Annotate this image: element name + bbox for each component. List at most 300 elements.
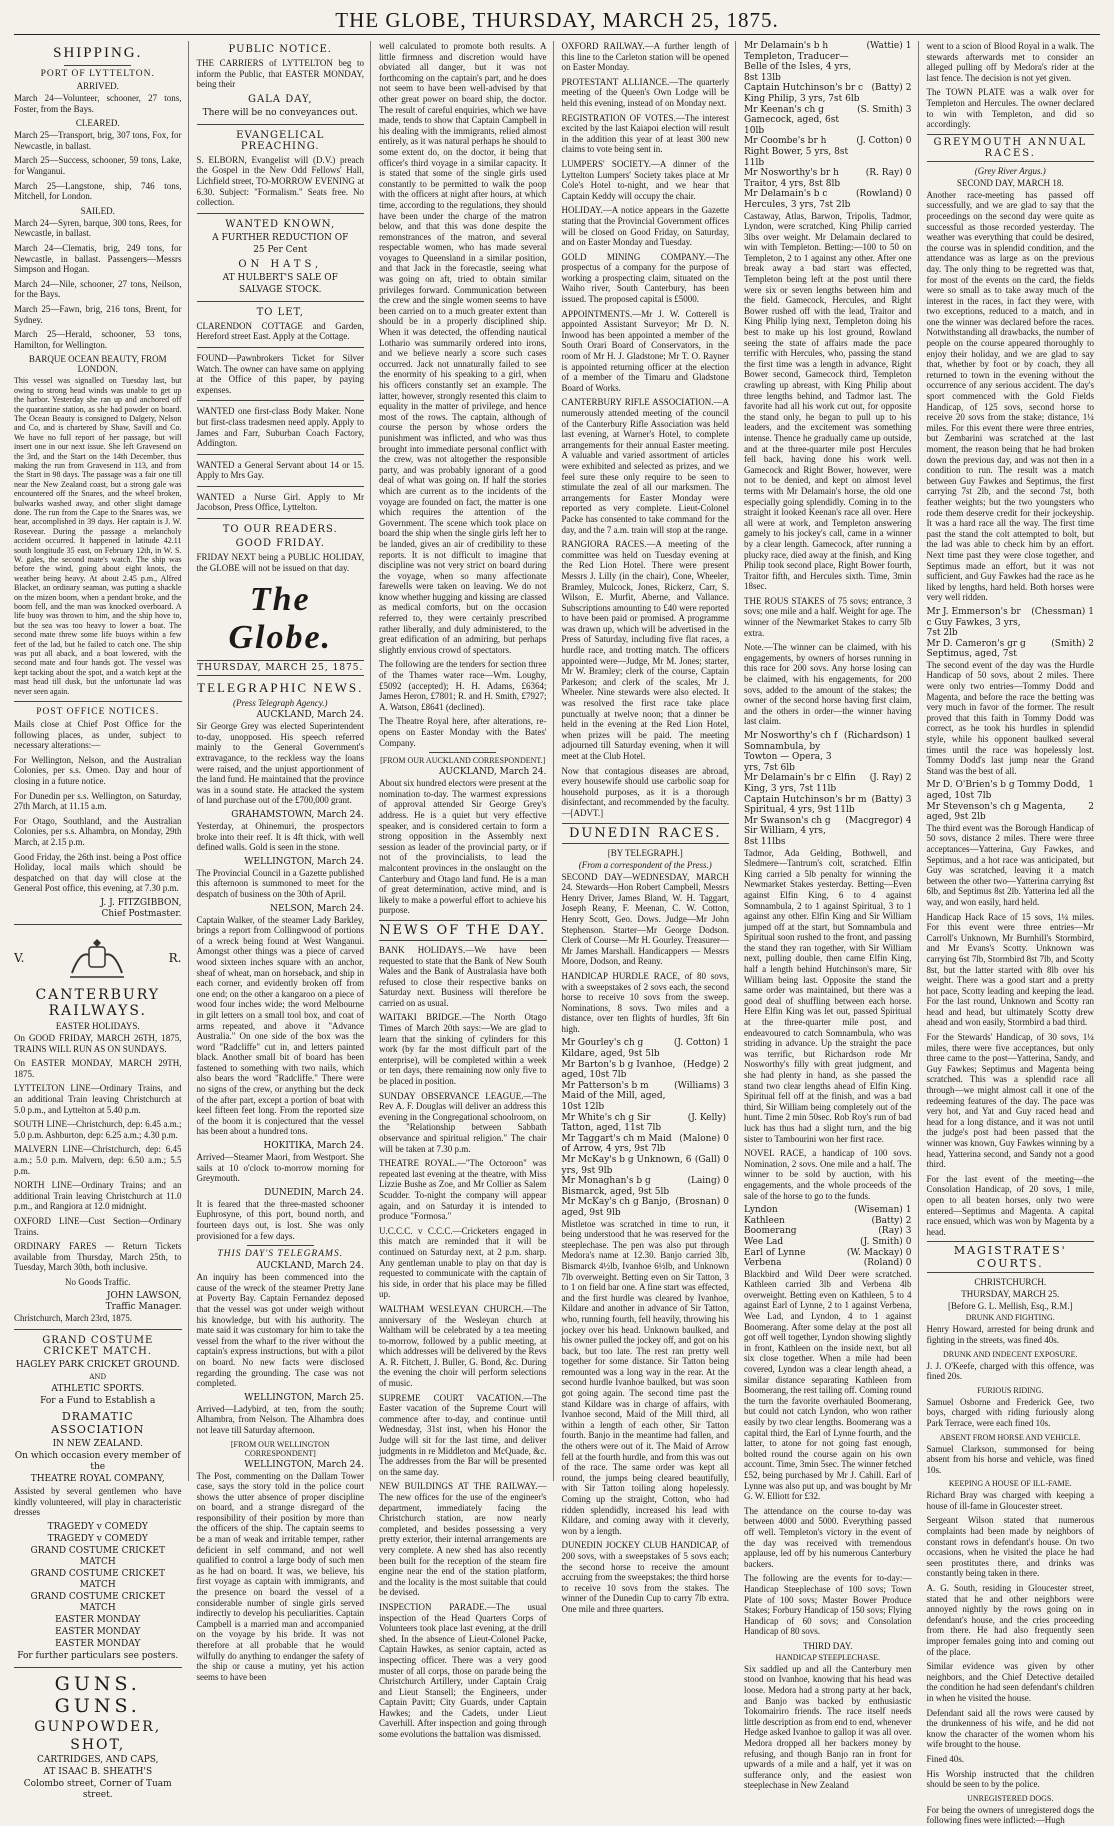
gala-day: GALA DAY,	[247, 93, 313, 105]
entry-horse: Mr J. Emmerson's br c Guy Fawkes, 3 yrs, 7st 2lb	[926, 606, 1021, 639]
entry-rider: (Rowland)	[856, 189, 903, 200]
railways-text: No Goods Traffic.	[64, 1276, 131, 1287]
auck-dateline: AUCKLAND, March 24.	[438, 767, 547, 778]
entry-place: 3	[905, 1226, 912, 1237]
race-entry	[744, 1248, 912, 1259]
article-paragraph: The following are the tenders for section three of the Thames water race—Wm. Loughy, £5092 (accepted); H. H. Adams, £6364; James Heron, £7801; R. and H. Smith, £7927; A. Watson, £8641 (declined).	[379, 659, 547, 712]
repeat-line: EASTER MONDAY	[55, 1614, 141, 1625]
race-paragraph: HANDICAP HURDLE RACE, of 80 sovs, with a sweepstakes of 2 sovs each, the second horse to receive 10 sovs from the sweep. Nominations, 8 sovs. Two miles and a distance, over ten flights of hurdles, 3ft 6in high.	[561, 970, 729, 1034]
race-paragraph: Blackbird and Wild Deer were scratched. Kathleen carried 3lb and Verbena 4lb overweight. Betting even on Kathleen, 5 to 4 against Earl of Lynne, 2 to 1 against Verbena, Wee Lad, and Lyndon, 4 to 1 against Boomerang. After some delay at the post all got off well together, Lyndon showing slightly in front, Kathleen on the inside next, but all six close together. When a mile had been covered, Lyndon was a clear length ahead, a similar distance separating Kathleen from Boomerang, the rest tailing off. Coming round the turn the favorite overhauled Boomerang, but could not catch Lyndon, who won rather easily by two clear lengths. Boomerang was a capital third, the Earl of Lynne fourth, and the latter, to atone for not going fast enough, bolted round the course again on his own account. Time, 3min 5sec. The winner fetched £52, being purchased by Mr J. Cahill. Earl of Lynne was also put up, and was bought by Mr G. W. Elliott for £32.	[744, 1268, 912, 1502]
race-entry	[927, 639, 1095, 660]
found-text: FOUND—Pawnbrokers Ticket for Silver Watch. The owner can have same on applying at the Office of this paper, by paying expenses.	[196, 352, 364, 395]
entry-horse: Mr White's ch g Sir Tatton, aged, 11st 7lb	[561, 1112, 662, 1134]
railways-date: Christchurch, March 23rd, 1875.	[14, 1313, 132, 1324]
repeat-line: EASTER MONDAY	[55, 1638, 141, 1649]
race-entry	[562, 1060, 730, 1081]
colombo-line: Colombo street, Corner of Tuam street.	[23, 1778, 172, 1800]
race-paragraph: The following are the events for to-day:—Handicap Steeplechase of 100 sovs; Town Plate of 100 sovs; Master Bower Produce Stakes; Forbury Handicap of 150 sovs; Flying Handicap of 60 sovs; and Consolation Handicap of 80 sovs.	[744, 1573, 912, 1637]
race-paragraph: Mistletoe was scratched in time to run, it being understood that he was reserved for the steeplechase. The pen was also put through Medora's name at 12.30. Banjo carried 3lb, Bismarck 4½lb, Ivanhoe 6½lb, and Unknown 7lb overweight. Betting even on Sir Tatton, 3 to 1 on field bar one. A fine start was effected, and the first hurdle was cleared by Ivanhoe, Kildare and another in advance of Sir Tatton, who, running fourth, fell heavily, throwing his jockey over his head. Unknown baulked, and his owner pulled the jockey off, and got on his back, but too late. The rest ran pretty well together for some distance. Sir Tatton being remounted was a long way in the rear. At the second hurdle Ivanhoe baulked, but was soon got going again. The second time past the stand Kildare was in charge of affairs, with Ivanhoe second, Maid of the Mill third, all within a length of each other, Sir Tatton fourth. Banjo in the meantime had fallen, and the others were out of it. The Maid of Arrow fell at the fourth hurdle, and from this was out of the race. The same order was kept all round, the jumps being cleared beautifully, with Sir Tatton toiling along hopelessly. Coming up the straight, Cotton, who had ridden splendidly, increased his lead with Kildare, and coming away with it cleverly, won by a length.	[561, 1218, 729, 1536]
athletic-line: ATHLETIC SPORTS.	[51, 1384, 145, 1395]
entry-rider: (Ray)	[878, 1226, 903, 1237]
arrived-label: ARRIVED.	[76, 81, 119, 91]
fund-line: For a Fund to Establish a	[40, 1396, 156, 1407]
hagley-line: HAGLEY PARK CRICKET GROUND.	[15, 1360, 180, 1371]
arms-left-letter: V.	[14, 951, 25, 965]
race-paragraph: For the last event of the meeting—the Consolation Handicap, of 20 sovs, 1 mile, open to all beaten horses, only two were entered—Septimus and Magenta. A capital race ensued, which was won by Magenta by a head.	[926, 1173, 1094, 1237]
divider	[197, 301, 365, 302]
post-office-text: For Wellington, Nelson, and the Australian Colonies, per s.s. Omeo. Day and hour of closing in a future notice.	[14, 754, 182, 787]
divider	[14, 1329, 182, 1330]
on-hats: ON HATS,	[238, 258, 323, 270]
race-entry	[562, 1113, 730, 1134]
entry-place: 3	[905, 104, 912, 115]
arrived-entry: March 24—Volunteer, schooner, 27 tons, Foster, from the Bays.	[14, 93, 182, 114]
repeat-line: GRAND COSTUME CRICKET MATCH	[30, 1568, 165, 1590]
race-entry	[744, 1237, 912, 1248]
entry-horse: Mr McKay's b g Unknown, 6 yrs, 9st 9lb	[561, 1155, 692, 1176]
repeat-line: GRAND COSTUME CRICKET MATCH	[30, 1545, 165, 1567]
race-paragraph: SECOND DAY—WEDNESDAY, MARCH 24. Stewards—Hon Robert Campbell, Messrs Henry Driver, James Bland, W. H. Taggart, Joseph Reany, F. Meenan, C. W. Cotton, Henry Scott, Geo. Dows. Judge—Mr John Stephenson. Starter—Mr George Dodson. Clerk of Course—Mr H. Gourley. Treasurer—Mr James Marshall. Handicappers — Messrs Moore, Dodson, and Reany.	[561, 871, 729, 967]
assisted-text: Assisted by several gentlemen who have kindly volunteered, will play in characteristic dresses	[14, 1486, 182, 1518]
entry-rider: (Wiseman)	[854, 1205, 903, 1216]
entry-rider: (Hedge)	[683, 1059, 721, 1070]
news-paragraph: WALTHAM WESLEYAN CHURCH.—The anniversary of the Wesleyan church at Waltham will be celebrated by a tea meeting to-morrow, followed by a public meeting, at which addresses will be delivered by the Revs A. R. Fitchett, J. Buller, G. Bond, &c. During the evening the choir will perform selections of music.	[379, 1303, 547, 1389]
magistrates-heading: MAGISTRATES' COURTS.	[927, 1241, 1095, 1273]
race-paragraph: Tadmor, Ada Gelding, Bothwell, and Sledmere—Tantrum's colt, scratched. Elfin King carried a 5lb penalty for winning the Newmarket Stakes yesterday. Betting—Even against Elfin King, 6 to 4 against Somnambula, 2 to 1 against Spiritual, 3 to 1 against any other. Elfin King and Sir William jumped off at the start, but Somnambula and Spiritual soon rushed to the front, and passing the stand they ran together, with Sir William next, pulling double, then came Elfin King, half a length behind Hutchinson's mare, Sir William being last. Opposite the stand the same order was maintained, but there was a good deal of shuffling between each horse. Here Elfin King was let out, passed Spiritual at the three-quarter mile post, and endeavoured to catch Somnambula, who was striding in advance. Up the straight the pace was terrific, but Richardson rode Mr Nosworthy's filly with great judgment, and she had plenty in hand, as she passed the stand two clear lengths ahead of Elfin King. Spiritual fell off at the finish, and was a bad third, Sir William being completely out of the hunt. Time 2 min 50sec. Rob Roy's run of bad luck has thus had a slight turn, and the big sister to Tambourini won her first race.	[744, 847, 912, 1144]
divider	[429, 752, 496, 753]
race-entry	[562, 1081, 730, 1113]
column-5	[744, 41, 919, 1791]
greymouth-heading: GREYMOUTH ANNUAL RACES.	[927, 134, 1095, 162]
entry-horse: Boomerang	[744, 1226, 797, 1237]
entry-rider: (J. Kelly)	[687, 1112, 726, 1123]
cleared-label: CLEARED.	[75, 118, 120, 129]
dramatic-line: DRAMATIC ASSOCIATION	[51, 1410, 145, 1437]
entry-horse: Mr Delamain's br c Elfin King, 3 yrs, 7st 11lb	[744, 773, 856, 794]
clarendon-text: CLARENDON COTTAGE and Garden, Hereford street East. Apply at the Cottage.	[196, 320, 364, 342]
case-heading: FURIOUS RIDING.	[977, 1385, 1044, 1395]
auckland-corr: [FROM OUR AUCKLAND CORRESPONDENT.]	[380, 756, 546, 766]
entry-horse: Mr D. O'Brien's b g Tommy Dodd, aged, 10st 7lb	[926, 780, 1081, 801]
news-paragraph: Now that contagious diseases are abroad, every housewife should use carbolic soap for household purposes, as it is a thorough disinfectant, and recommended by the faculty.—[ADVT.]	[561, 765, 729, 818]
entry-horse: Kathleen	[744, 1215, 785, 1226]
press-agency: (Press Telegraph Agency.)	[233, 698, 328, 709]
case-text: Fined 40s.	[926, 1753, 965, 1764]
entry-rider: (R. Ray)	[865, 168, 903, 179]
race-paragraph: Handicap Hack Race of 15 sovs, 1¼ miles. For this event were three entries—Mr Carroll's Unknown, Mr Burnhill's Stormbird, and Mr Evans's Scotty. Unknown was carrying 6st 7lb, Stormbird 8st 7lb, and Scotty 8st, but the latter started with 8lb over his weight. There was a good start and a pretty hot pace, Scotty leading and keeping the lead. For the last round, Unknown and Scotty ran head and head, but ultimately Scotty drew ahead and won easily, Stormbird a bad third.	[926, 911, 1094, 1028]
race-entry	[927, 780, 1095, 801]
entry-place: 1	[905, 731, 912, 741]
theatre-line: THEATRE ROYAL COMPANY,	[30, 1474, 165, 1485]
easter-holidays-heading: EASTER HOLIDAYS.	[55, 1021, 140, 1031]
entry-rider: (Laing)	[687, 1176, 721, 1187]
race-paragraph: Castaway, Atlas, Barwon, Tripolis, Tadmor, Lyndon, were scratched, King Philip carried 3lbs over weight. Mr Delamain declared to win with Templeton. Betting:—100 to 50 on Templeton, 2 to 1 against any other. After one break away a bad start was effected, Templeton being left at the post until there were six or seven lengths between him and the field. Gamecock, Hercules, and Right Bower rushed off with the lead, Traitor and King Philip lying next, Templeton doing his best to make up his lost ground, Rowland seeing the state of affairs made the pace terrific with Hercules, who, passing the stand the first time was a length in advance, Right Bower second, Gamecock third, Templeton crawling up abreast, with King Philip about three lengths behind, and Tadmor last. The favorite had all his work cut out, for opposite the stand only, he began to pull up to his leaders, and the excitement was something intense. Thence he gradually came up outside, and at the three-quarter mile post Hercules fell back, having done his work well. Gamecock and Right Bower, however, were not to be denied, and kept on almost level terms with Mr Delamain's horse, the old one especially going splendidly. Coming in to the straight it looked Keenan's race all over. Here all were at work, and Templeton answering gamely to his jockey's call, came in a winner by a clear length. Gamecock, after running a plucky race, died away at the finish, and King Philip took second place, Right Bower fourth, Traitor fifth, and Hercules sixth. Time, 3min 18sec.	[744, 210, 912, 592]
railways-text: LYTTELTON LINE—Ordinary Trains, and an additional Train leaving Christchurch at 5.0 p.m., and Lyttelton at 5.40 p.m.	[14, 1083, 182, 1115]
tele-dateline: WELLINGTON, March 24.	[244, 856, 364, 867]
entry-horse: Captain Hutchinson's br c King Philip, 3 yrs, 7st 6lb	[744, 83, 864, 104]
tele-dateline: AUCKLAND, March 24.	[256, 710, 364, 721]
news-paragraph: HOLIDAY.—A notice appears in the Gazette stating that the Provincial Government offices will be closed on Good Friday, on Saturday, and on Easter Monday and Tuesday.	[561, 205, 729, 248]
entry-horse: Mr Patterson's b m Maid of the Mill, aged, 10st 12lb	[561, 1080, 666, 1113]
entry-rider: (J. Smith)	[860, 1236, 903, 1247]
public-notice-heading: PUBLIC NOTICE.	[228, 44, 332, 55]
sailed-label: SAILED.	[80, 205, 115, 216]
entry-place: 1	[723, 1038, 729, 1049]
entry-horse: Mr Nosworthy's br h Traitor, 4 yrs, 8st 8lb	[744, 168, 841, 189]
entry-horse: Mr Keenan's ch g Gamecock, aged, 6st 10lb	[744, 104, 839, 136]
divider	[14, 924, 182, 925]
race-entry	[744, 795, 912, 816]
cleared-entry: March 25—Langstone, ship, 746 tons, Mitchell, for London.	[14, 180, 182, 202]
third-day-heading: THIRD DAY.	[802, 1640, 853, 1651]
news-of-day-heading: NEWS OF THE DAY.	[379, 920, 547, 941]
entry-rider: (Roland)	[863, 1258, 903, 1269]
race-entry	[744, 168, 912, 189]
court-date: THURSDAY, MARCH 25.	[961, 1289, 1060, 1300]
entry-horse: Lyndon	[744, 1205, 778, 1216]
repeat-line: TRAGEDY v COMEDY	[47, 1533, 148, 1544]
entry-rider: (J. Ray)	[869, 773, 903, 784]
entry-rider: (S. Smith)	[857, 104, 903, 115]
entry-place: 0	[723, 1197, 729, 1208]
divider	[197, 213, 365, 214]
case-text: Sergeant Wilson stated that numerous complaints had been made by neighbors of constant rows in defendant's house. On two occasions, when he visited the place he had seen prostitutes there, and drinks was constantly being taken in there.	[926, 1515, 1094, 1579]
entry-place: 3	[905, 794, 912, 805]
news-paragraph: GOLD MINING COMPANY.—The prospectus of a company for the purpose of working a prospecting claim, situated on the Waiho river, South Canterbury, has been issued. The proposed capital is £5000.	[561, 251, 729, 305]
news-paragraph: REGISTRATION OF VOTES.—The interest excited by the last Kaiapoi election will result in the addition this year of at least 300 new claims to vote being sent in.	[561, 112, 729, 155]
entry-place: 1	[1088, 780, 1094, 791]
dunedin-races-heading: DUNEDIN RACES.	[562, 823, 730, 844]
entry-rider: (Gall)	[694, 1155, 721, 1165]
columns	[14, 41, 1100, 1826]
cleared-entry: March 25—Success, schooner, 59 tons, Lake, for Wanganui.	[14, 155, 182, 176]
auck-paragraph: About six hundred electors were present at the nomination to-day. The warmest expressions of approval attended Sir George Grey's address. He is a quiet but very effective speaker, and is considered certain to form a strong opposition in the Assembly next session as leader of the provincial party, or if not of the provincialists, to lead the malcontent provinces in the onslaught on the Canterbury and Otago land fund. He is a man of great determination, active mind, and is likely to make a powerful effort to achieve his purpose.	[379, 778, 547, 916]
column-4	[561, 41, 737, 1614]
news-paragraph: APPOINTMENTS.—Mr J. W. Cotterell is appointed Assistant Surveyor; Mr D. N. Inwood has been appointed a member of the South Orari Board of Conservators, in the room of Mr H. J. Gladstone; Mr T. O. Rayner is appointed returning officer at the election of a member of the Timaru and Gladstone Board of Works.	[561, 308, 729, 393]
entry-horse: Earl of Lynne	[744, 1247, 806, 1258]
entry-horse: Mr Barton's b g Ivanhoe, aged, 10st 7lb	[561, 1059, 676, 1081]
race-entry	[927, 607, 1095, 639]
railways-signature: JOHN LAWSON,	[106, 1291, 182, 1302]
race-entry	[744, 105, 912, 137]
case-text: Samuel Clarkson, summonsed for being absent from his horse and vehicle, was fined 10s.	[926, 1443, 1094, 1475]
entry-horse: Mr Stevenson's ch g Magenta, aged, 9st 2lb	[926, 801, 1066, 823]
wanted-known-heading: WANTED KNOWN,	[225, 218, 336, 230]
race-entry	[562, 1197, 730, 1218]
divider	[197, 454, 365, 455]
race-entry	[562, 1176, 730, 1197]
entry-place: 0	[905, 168, 912, 179]
barque-article: This vessel was signalled on Tuesday last, but owing to strong head winds was unable to get up the harbor. Yesterday she ran up and anchored off the quarantine station, as she had powder on board. The Ocean Beauty is consigned to Dalgety, Nelson and Co, and is chartered by Shaw, Savill and Co. We have no full report of her passage, but will insert one in our next issue. She left Gravesend on the 3rd, and the Start on the 14th December, thus making the run from Gravesend in 113, and from the Start in 98 days. The passage was a fair one till near the New Zealand coast, but a strong gale was encountered off the Snares, and the wheel broken, bulwarks washed away, and other slight damage done. The run from the Cape to the Snares was, we hear, accomplished in 39 days. Her captain is J. W. Rosevear. During the passage a melancholy accident occurred. It happened in latitude 42.11 south longitude 35 east, on February 12th, in W. S. W. gales, the second mate's watch. The ship was before the wind, going about eight knots, the weather being heavy. At about 2.45 p.m., Alfred Blacket, an ordinary seaman, was putting a shackle on the mizen boom, when a pendant broke, and the boom fell, and the man was knocked overboard. A life buoy was thrown to him, and the ship hove to, but the sea was too heavy to lower a boat. The second mate threw some life buoys within a few feet of the lad, but he failed to catch one. The ship was put all aback, and a boat lowered, with the second mate and four hands got. The vessel was kept tacking about the spot, and a watch kept at the mast head till dusk, but the unfortunate lad was never seen again.	[14, 376, 182, 696]
entry-place: 2	[905, 1215, 912, 1226]
tele-paragraph: It is feared that the three-masted schooner Euphrosyne, of this port, bound north, and fourteen days out, is lost. She was only provisioned for a few days.	[196, 1198, 364, 1241]
entry-place: 0	[905, 1236, 912, 1247]
entry-rider: (W. Mackay)	[846, 1247, 903, 1258]
article-paragraph: well calculated to promote both results. A little firmness and discretion would have obviated all danger, but it was not forthcoming on the captain's part, and he does not seem to have been well-advised by that other great power on board ship, the doctor. The result of careful enquiries, which we have made, tends to show that Captain Campbell in his dealing with the immigrants, relied almost entirely, as it was natural perhaps he should to some extent do, on the doctor, it being that officer's third voyage in a similar capacity. It is stated that some of the single girls used constantly to be permitted to walk the poop with the officers at night after hours, at which time, according to the regulations, they should have been under the charge of the matron below, and that this was done despite the remonstrances of the matron, and several respectable women, who has made several voyages to Queensland in a similar position, and that Jack in the forecastle, seeing what was going on aft, tried to obtain similar privileges forward. Communication between the crew and the single women seems to have been carried on to a much greater extent than should be in a properly disciplined ship. When it was detected, the offending nautical Lothario was summarily ordered into irons, and we believe nearly a score such cases occurred. Jack not unnaturally failed to see the enormity of his speaking to a girl, when his officers constantly set an example. The latter, however, strongly resented this claim to equality in the matter of privilege, and hence most of the rows. The captain, although of course the person by whose orders the punishment was inflicted, and who was thus brought into immediate personal conflict with the crew, was not altogether the responsible party, and was probably ignorant of a good deal of what was going on. If half the stories which are current as to the incidents of the voyage are founded on fact, the matter is one which requires the attention of the Government. The scene which took place on board the ship when the single girls left her to be landed, gives an air of credibility to these reports. It is not difficult to imagine that discipline was not very strict on board during the voyage, when so many affectionate farewells were taken on leaving. We do not know whether hugging and kissing are classed as medical comforts, but on the occasion referred to, they were certainly prescribed rather liberally, and duly administered, to the great edification of an admiring, but perhaps slightly envious crowd of spectators.	[379, 41, 547, 655]
grey-river-source: (Grey River Argus.)	[974, 165, 1046, 176]
entry-place: 2	[905, 83, 912, 94]
entry-rider: (Williams)	[674, 1080, 721, 1091]
sailed-entry: March 25—Fawn, brig, 216 tons, Brent, for Sydney.	[14, 303, 182, 325]
news-paragraph: NEW BUILDINGS AT THE RAILWAY.—The new offices for the use of the engineer's department, immediately facing the Christchurch station, are now nearly completed, and besides possessing a very pretty exterior, their internal arrangements are very complete. A new shed has also recently been built for the reception of the steam fire engine near the end of the station platform, and the locality is the most suitable that could be devised.	[379, 1481, 547, 1598]
jockey-club-entries-list	[744, 41, 912, 211]
christchurch-heading: CHRISTCHURCH.	[974, 1277, 1047, 1288]
hurdle-entries-list	[562, 1038, 730, 1218]
news-paragraph: RANGIORA RACES.—A meeting of the committee was held on Tuesday evening at the Red Lion Hotel. There were present Messrs J. Lilly (in the chair), Cone, Wheeler, Bramley, Mulcock, Jones, Rickerz, Carr, S. Wilson, E. Murfit, Aberne, and Vallance. Subscriptions amounting to £40 were reported to have been paid or promised. A programme was drawn up, which will be advertised in the Press of Saturday, including five flat races, a hurdle race, and trotting match. The officers appointed were—Judge, Mr M. Jones; starter, Mr W. Bramley; clerk of the course, Captain Parkeson; and clerk of the scales, Mr J. Wheeler. Nine stewards were also elected. It was resolved the first race take place punctually at twelve noon; that a dinner be held in the evening at the Red Lion Hotel, when prizes will be paid. The meeting adjourned till Saturday evening, when it will meet at the Club Hotel.	[561, 539, 729, 761]
sheath-line: AT ISAAC B. SHEATH'S	[43, 1766, 153, 1777]
sailed-entry: March 25—Herald, schooner, 53 tons, Hamilton, for Wellington.	[14, 329, 182, 350]
entry-place: 0	[723, 1133, 729, 1144]
friday-text: FRIDAY NEXT being a PUBLIC HOLIDAY, the GLOBE will not be issued on that day.	[196, 552, 364, 573]
news-paragraph: BANK HOLIDAYS.—We have been requested to state that the Bank of New South Wales and the Bank of Australasia have both refused to close their respective banks on Saturday next. Business will therefore be carried on as usual.	[379, 944, 547, 1008]
column-6	[926, 41, 1101, 1826]
case-text: Henry Howard, arrested for being drunk and fighting in the streets, was fined 40s.	[926, 1324, 1094, 1345]
race-entry	[744, 731, 912, 773]
case-heading: DRUNK AND FIGHTING.	[965, 1313, 1055, 1323]
novel-entries-list	[744, 1205, 912, 1269]
case-heading: ABSENT FROM HORSE AND VEHICLE.	[939, 1432, 1081, 1442]
tele-paragraph: The Post, commenting on the Dallam Tower case, says the story told in the police court shows the utter absence of proper discipline on board, and a strange disregard of the responsibility of their position by more than the officers of the ship. The captain seems to be a man of weak and irritable temper, rather deficient in self command, and not well qualified to control a large body of such men as he had on board. It was, we believe, his first voyage as captain with immigrants, and the presence on board the vessel of a considerable number of single girls served indirectly to develop his peculiarities. Captain Campbell is a married man and accompanied on the voyage by his bride. It was not therefore at all probable that he would wilfully do anything to endanger the safety of the ship or cause a mutiny, yet his action seems to have been	[196, 1470, 364, 1682]
post-office-text: For Otago, Southland, and the Australian Colonies, per s.s. Alhambra, on Monday, 29th March, at 2.15 p.m.	[14, 815, 182, 848]
article-paragraph: The Theatre Royal here, after alterations, re-opens on Easter Monday with the Bates' Company.	[379, 716, 547, 748]
no-conveyances: There will be no conveyances out.	[202, 107, 358, 118]
entry-horse: Mr Monaghan's b g Bismarck, aged, 9st 5lb	[561, 1176, 670, 1197]
sailed-entry: March 24—Nile, schooner, 27 tons, Neilson, for the Bays.	[14, 278, 182, 300]
tele-dateline: GRAHAMSTOWN, March 24.	[231, 810, 364, 820]
entry-horse: Verbena	[744, 1258, 782, 1269]
entry-place: 1	[1088, 606, 1094, 617]
divider	[14, 1667, 182, 1668]
race-entry	[744, 1216, 912, 1227]
race-paragraph: went to a scion of Blood Royal in a walk. The stewards afterwards met to consider an alleged pulling off by Medora's rider at the last fence. The decision is not yet given.	[926, 41, 1094, 83]
entry-rider: (Malone)	[679, 1133, 721, 1144]
and-line: AND	[89, 1373, 107, 1382]
post-office-text: Mails close at Chief Post Office for the following places, as under, subject to necessary alterations:—	[14, 719, 182, 751]
divider	[197, 124, 365, 125]
tele-dateline: HOKITIKA, March 24.	[263, 1141, 364, 1152]
repeat-line: TRAGEDY v COMEDY	[47, 1521, 148, 1532]
entry-place: 2	[1088, 801, 1094, 812]
race-paragraph: NOVEL RACE, a handicap of 100 sovs. Nomination, 2 sovs. One mile and a half. The winner to be sold by auction, with his engagements, and the whole proceeds of the sale of the horse to go to the funds.	[744, 1148, 912, 1201]
entry-place: 2	[905, 773, 912, 784]
entry-horse: Mr D. Cameron's gr g Septimus, aged, 7st	[926, 638, 1026, 660]
dateline: THURSDAY, MARCH 25, 1875.	[197, 660, 365, 676]
entry-horse: Mr Gourley's ch g Kildare, aged, 9st 5lb	[561, 1038, 660, 1060]
race-paragraph: THE ROUS STAKES of 75 sovs; entrance, 3 sovs; one mile and a half. Weight for age. The winner of the Newmarket Stakes to carry 5lb extra.	[744, 595, 912, 638]
particulars-line: For further particulars see posters.	[17, 1650, 179, 1661]
masthead: THE GLOBE, THURSDAY, MARCH 25, 1875.	[14, 0, 1100, 35]
post-office-text: For Dunedin per s.s. Wellington, on Saturday, 27th March, at 11.15 a.m.	[14, 790, 182, 812]
in-nz-line: IN NEW ZEALAND.	[52, 1439, 143, 1450]
entry-horse: Mr Delamain's b h Templeton, Traducer—Belle of the Isles, 4 yrs, 8st 13lb	[744, 41, 852, 83]
tele-dateline: DUNEDIN, March 24.	[264, 1187, 364, 1198]
news-paragraph: OXFORD RAILWAY.—A further length of this line to the Carleton station will be opened on Easter Monday.	[561, 41, 729, 73]
tele-paragraph: Arrived—Steamer Maori, from Westport. She sails at 10 o'clock to-morrow morning for Greymouth.	[196, 1152, 364, 1184]
race-entry	[744, 136, 912, 168]
entry-horse: Mr Coombe's br h Right Bower, 5 yrs, 8st 11lb	[744, 136, 849, 168]
railways-text: On EASTER MONDAY, MARCH 29TH, 1875.	[14, 1058, 182, 1079]
court-before: [Before G. L. Mellish, Esq., R.M.]	[948, 1301, 1073, 1312]
entry-place: 2	[1088, 638, 1094, 649]
rous-entries-list	[744, 731, 912, 848]
race-entry	[744, 1205, 912, 1216]
column-2	[196, 41, 372, 1682]
railways-heading: CANTERBURY RAILWAYS.	[35, 987, 161, 1019]
entry-rider: (Batty)	[871, 1215, 903, 1226]
tele-dateline: WELLINGTON, March 25.	[244, 1392, 364, 1403]
post-signature-role: Chief Postmaster.	[101, 909, 182, 919]
entry-horse: Wee Lad	[744, 1236, 784, 1247]
entry-rider: (Chessman)	[1031, 606, 1086, 617]
railways-text: On GOOD FRIDAY, MARCH 26TH, 1875, TRAINS WILL RUN AS ON SUNDAYS.	[14, 1033, 182, 1054]
readers-heading: TO OUR READERS.	[222, 524, 338, 536]
railways-text: ORDINARY FARES — Return Tickets available from Thursday, March 25th, to Tuesday, March 30th, both inclusive.	[14, 1241, 182, 1273]
case-text: A. G. South, residing in Gloucester street, stated that he and other neighbors were annoyed nightly by the rows going on in defendant's house, and the cries proceeding from there. He had also frequently seen improper females going into and coming out of the place.	[926, 1583, 1094, 1657]
divider	[14, 701, 182, 702]
railways-text: OXFORD LINE—Cust Section—Ordinary Trains.	[14, 1215, 182, 1237]
entry-horse: Mr Swanson's ch g Sir William, 4 yrs, 8st 11lbs	[744, 815, 831, 847]
tele-paragraph: The Provincial Council in a Gazette published this afternoon is summoned to meet for the despatch of business on the 30th of April.	[196, 867, 364, 899]
entry-place: 0	[905, 189, 912, 200]
hulbert-line: AT HULBERT'S SALE OF	[222, 272, 338, 283]
barque-heading: BARQUE OCEAN BEAUTY, FROM LONDON.	[28, 354, 167, 375]
tele-dateline: AUCKLAND, March 24.	[256, 1261, 364, 1272]
race-paragraph: Another race-meeting has passed off successfully, and we are glad to say that the proceedings on the second day were quite as successful as those recorded yesterday. The weather was everything that could be desired, the course was in splendid condition, and the attendance was as large as on the previous day. The only thing to be regretted was that, for most of the events on the card, the fields were so small as to take away much of the interest in the races, in fact they were, with two exceptions, reduced to a match, and in one the winner was declared before the races. Notwithstanding all drawbacks, the number of people on the course appeared thoroughly to enjoy their holiday, and we are glad to say that, whether by foot or by coach, they all returned to town in the evening without the occurrence of any serious accident. The day's sport commenced with the Gold Fields Handicap, of 125 sovs, second horse to receive 20 sovs from the stake; distance, 1¼ miles. For this event there were three entries, but Zembarini was scratched at the last moment, the reason being that he had broken down the previous day, and was not then in a condition to run. The result was a match between Guy Fawkes and Septimus, the first carrying 7st 2lb, and the second 7st, both feather weights; but the two youngsters who rode them deserve credit for their jockeyship. It was a hard race all the way. The first time past the stand the colt attempted to bolt, but the lad was able to check him by an effort. Next time past they were close together, and Septimus made an effort, but it was not sufficient, and Guy Fawkes had the race as he liked by lengths, hard held. Both horses were very well ridden.	[926, 189, 1094, 603]
entry-place: 0	[905, 1247, 912, 1258]
case-text: His Worship instructed that the children should be seen to by the police.	[926, 1768, 1094, 1790]
wellington-corr: [FROM OUR WELLINGTON CORRESPONDENT]	[230, 1439, 330, 1458]
post-office-text: Good Friday, the 26th inst. being a Post office Holiday, local mails which should be despatched on that day will close at the General Post office, this evening, at 7.30 p.m.	[14, 851, 182, 894]
from-correspondent: (From a correspondent of the Press.)	[578, 859, 712, 870]
gunpowder-heading: GUNPOWDER,	[34, 1718, 162, 1735]
news-paragraph: PROTESTANT ALLIANCE.—The quarterly meeting of the Queen's Own Lodge will be held this evening, instead of on Monday next.	[561, 76, 729, 108]
race-paragraph: The third event was the Borough Handicap of 50 sovs, distance 2 miles. There were three acceptances—Yatterina, Guy Fawkes, and Septimus, and a hot race was anticipated, but Guy was scratched, leaving it a match between the other two—Yatterina carrying 8st 6lb, and Septimus 8st 2lb. Yatterina led all the way, and won easily, hard held.	[926, 822, 1094, 907]
case-heading: UNREGISTERED DOGS.	[967, 1793, 1054, 1803]
entry-rider: (Wattie)	[866, 41, 903, 51]
race-entry	[562, 1038, 730, 1059]
entry-horse: Mr Delamain's b c Hercules, 3 yrs, 7st 2lb	[744, 189, 851, 210]
entry-rider: (Smith)	[1051, 638, 1086, 649]
entry-place: 0	[723, 1155, 729, 1165]
shot-heading: SHOT,	[70, 1736, 126, 1753]
shipping-heading: SHIPPING.	[53, 45, 143, 61]
entry-rider: (J. Cotton)	[673, 1038, 721, 1049]
wanted-nurse-text: WANTED a Nurse Girl. Apply to Mr Jacobson, Press Office, Lyttelton.	[196, 491, 364, 513]
race-paragraph: Six saddled up and all the Canterbury men stood on Ivanhoe, knowing that his head was loose. Medora had a strong party at her back, and Banjo was backed by enthusiastic Tokomairiro friends. The race itself needs little description as from end to end, whenever Hedge asked Ivanhoe to gallop it was all over. Medora dropped all her backers money by refusing, and though Banjo ran in front for upwards of a mile and a half, yet it was on sufferance only, and the easiest won steeplechase in New Zealand	[744, 1663, 912, 1791]
race-paragraph: The attendance on the course to-day was between 4000 and 5000. Everything passed off well. Templeton's victory in the event of the day was received with tremendous applause, led off by his numerous Canterbury backers.	[744, 1505, 912, 1569]
tele-paragraph: Yesterday, at Ohinemuri, the prospectors broke into their reef. It is 4ft thick, with well defined walls. Gold is seen in the stone.	[196, 821, 364, 853]
days-telegrams-heading: THIS DAY'S TELEGRAMS.	[217, 1249, 344, 1260]
race-entry	[744, 816, 912, 848]
race-entry	[562, 1134, 730, 1155]
carriers-text: THE CARRIERS of LYTTELTON beg to inform the Public, that EASTER MONDAY, being their	[196, 58, 364, 90]
column-1	[14, 41, 189, 1800]
railways-text: MALVERN LINE—Christchurch, dep: 6.45 a.m.; 5.0 p.m. Malvern, dep: 6.50 a.m.; 5.5 p.m.	[14, 1144, 182, 1176]
royal-arms	[14, 931, 182, 985]
news-paragraph: SUNDAY OBSERVANCE LEAGUE.—The Rev A. F. Douglas will deliver an address this evening in the Congregational schoolroom, on the "Relationship between Sabbath observance and spiritual religion." The chair will be taken at 7.30 p.m.	[379, 1090, 547, 1154]
gold-fields-entries-list	[927, 607, 1095, 660]
evangelical-heading: EVANGELICAL PREACHING.	[236, 129, 325, 152]
divider	[64, 65, 131, 66]
news-paragraph: CANTERBURY RIFLE ASSOCIATION.—A numerously attended meeting of the council of the Canterbury Rifle Association was held last evening, at Warner's Hotel, to complete arrangements for their annual Easter meeting. A valuable and varied assortment of articles were exhibited and selected as prizes, and we feel sure these only require to be seen to stimulate the zeal of all our marksmen. The arrangements for Easter Monday were reported as very complete. Lieut-Colonel Packe has consented to take command for the day, and the 7 a.m. train will stop at the range.	[561, 397, 729, 535]
percent-line: 25 Per Cent	[253, 244, 308, 255]
race-paragraph: The TOWN PLATE was a walk over for Templeton and Hercules. The owner declared to win with Templeton, and did so accordingly.	[926, 87, 1094, 130]
post-signature: J. J. FITZGIBBON,	[100, 898, 182, 908]
race-entry	[744, 773, 912, 794]
entry-horse: Captain Hutchinson's br m Spiritual, 4 yrs, 9st 11lb	[744, 794, 867, 816]
divider	[197, 486, 365, 487]
race-paragraph: For the Stewards' Handicap, of 30 sovs, 1¼ miles, there were five acceptances, but only three came to the post—Yatterina, Sandy, and Guy Fawkes; Septimus and Magenta being scratched. This was a splendid race all through—we might almost call it one of the redeeming features of the day. The pace was very hot, and Yat and Guy raced head and head for a long distance, and it was not until the judge's post had been passed that the winner was known, Guy Fawkes winning by a head, Yatterina second, and Sandy not a good third.	[926, 1032, 1094, 1170]
by-telegraph: [BY TELEGRAPH.]	[607, 847, 683, 858]
sailed-entry: March 24—Syren, barque, 300 tons, Rees, for Newcastle, in ballast.	[14, 217, 182, 239]
race-entry	[927, 802, 1095, 823]
race-entry	[744, 83, 912, 104]
wanted-baker-text: WANTED one first-class Body Maker. None but first-class tradesmen need apply. Apply to James and Farr, Suburban Coach Factory, Addington.	[196, 406, 364, 449]
tele-paragraph: Arrived—Ladybird, at ten, from the south; Alhambra, from Nelson. The Alhambra does not leave till Saturday afternoon.	[196, 1403, 364, 1435]
case-text: For being the owners of unregistered dogs the following fines were inflicted:—Hugh	[926, 1804, 1094, 1826]
repeat-line: GRAND COSTUME CRICKET MATCH	[30, 1591, 165, 1613]
royal-crest-icon	[62, 933, 132, 983]
entry-horse: Mr Nosworthy's ch f Somnambula, by Towton — Opera, 3 yrs, 7st 6lb	[744, 731, 838, 773]
cricket-heading: GRAND COSTUME CRICKET MATCH.	[42, 1335, 154, 1358]
race-entry	[744, 1258, 912, 1269]
to-let-heading: TO LET,	[256, 306, 304, 318]
case-text: Richard Bray was charged with keeping a house of ill-fame in Gloucester street.	[926, 1490, 1094, 1511]
entry-rider: (Richardson)	[843, 731, 903, 741]
railways-text: NORTH LINE—Ordinary Trains; and an additional Train leaving Christchurch at 11.0 p.m., and Rangiora at 12.0 midnight.	[14, 1180, 182, 1212]
news-paragraph: WAITAKI BRIDGE.—The North Otago Times of March 20th says:—We are glad to learn that the sinking of cylinders for this work (by far the most difficult part of the enterprise), will be completed within a week or ten days, there remaining now only five to be placed in position.	[379, 1012, 547, 1087]
race-paragraph: Note.—The winner can be claimed, with his engagements, by owners of horses running in this race for 200 sovs. Any horse losing can be claimed, with his engagements, for 200 sovs, added to the amount of the stakes; the owner of the second horse having first claim, and the others in order—the winner having last claim.	[744, 642, 912, 727]
tele-dateline: WELLINGTON, March 24.	[244, 1459, 364, 1470]
divider	[197, 400, 365, 401]
occasion-line: On which occasion every member of the	[14, 1451, 181, 1473]
news-paragraph: LUMPERS' SOCIETY.—A dinner of the Lyttelton Lumpers' Society takes place at Mr Cole's Hotel to-night, and we hear that Captain Keddy will occupy the chair.	[561, 158, 729, 201]
divider	[197, 347, 365, 348]
entry-place: 2	[723, 1059, 729, 1070]
race-paragraph: DUNEDIN JOCKEY CLUB HANDICAP, of 200 sovs, with a sweepstakes of 5 sovs each; the second horse to receive the amount accruing from the sweepstakes; the third horse to receive 10 sovs from the stakes. The winner of the Dunedin Cup to carry 7lb extra. One mile and three quarters.	[561, 1540, 729, 1614]
divider	[247, 1245, 314, 1246]
globe-title: The Globe.	[228, 581, 333, 657]
divider	[197, 518, 365, 519]
handicap-steeple-heading: HANDICAP STEEPLECHASE.	[775, 1652, 881, 1662]
entry-rider: (Batty)	[871, 794, 903, 805]
entry-place: 1	[905, 1205, 912, 1216]
entry-rider: (Brosnan)	[675, 1197, 721, 1208]
news-paragraph: THEATRE ROYAL.—"The Octoroon" was repeated last evening at the theatre, with Miss Lizzie Bushe as Zoe, and Mr Collier as Salem Scudder. To-night the company will appear again, and on Saturday it is intended to produce "Formosa."	[379, 1158, 547, 1222]
case-text: J. J. O'Keefe, charged with this offence, was fined 20s.	[926, 1360, 1094, 1382]
entry-place: 0	[905, 1258, 912, 1269]
news-paragraph: INSPECTION PARADE.—The usual inspection of the Head Quarters Corps of Volunteers took place last evening, at the drill shed. In the absence of Lieut-Colonel Packe, Captain Hawkes, as senior captain, acted as inspecting officer. There was a very good muster of all corps, those on parade being the Christchurch Artillery, under Captain Craig and Lieut Stansell; the Engineers, under Captain Pavitt; City Guards, under Captain Hawkes; and the Cadets, under Lieut Caverhill. After inspection and going through some evolutions the battalion was dismissed.	[379, 1601, 547, 1740]
case-heading: KEEPING A HOUSE OF ILL-FAME.	[948, 1479, 1072, 1489]
entry-place: 1	[905, 41, 912, 51]
entry-rider: (Macgregor)	[845, 815, 903, 826]
entry-horse: Mr Taggart's ch m Maid of Arrow, 4 yrs, 9st 7lb	[561, 1133, 672, 1155]
cartridges-line: CARTRIDGES, AND CAPS,	[37, 1754, 159, 1765]
railways-text: SOUTH LINE—Christchurch, dep: 6.45 a.m.; 5.0 p.m. Ashburton, dep: 6.25 a.m.; 4.30 p.m.	[14, 1119, 182, 1140]
evangelical-text: S. ELBORN, Evangelist will (D.V.) preach the Gospel in the New Odd Fellows' Hall, Lichfield street, TO-MORROW EVENING at 6.30. Subject: "Formalism." Seats free. No collection.	[196, 154, 364, 208]
guns-heading: GUNS. GUNS.	[54, 1672, 141, 1717]
railways-signature-role: Traffic Manager.	[105, 1302, 182, 1313]
salvage-line: SALVAGE STOCK.	[238, 284, 322, 295]
entry-place: 3	[723, 1080, 729, 1091]
arms-right-letter: R.	[168, 951, 182, 965]
entry-place: 0	[905, 136, 912, 147]
race-entry	[744, 41, 912, 83]
case-text: Similar evidence was given by other neighbors, and the Chief Detective detailed the condition he had seen defendant's children in when he visited the house.	[926, 1661, 1094, 1703]
news-paragraph: SUPREME COURT VACATION.—The Easter vacation of the Supreme Court will commence after to-day, and continue until Wednesday, 31st inst, when his Honor the Judge will sit for the last time, and deliver judgments in re Middleton and McQuade, &c. The addresses from the Bar will be presented on the same day.	[379, 1392, 547, 1477]
case-text: Defendant said all the rows were caused by the drunkenness of his wife, and he did not know the character of the women whom his wife brought to the house.	[926, 1707, 1094, 1750]
race-paragraph: The second event of the day was the Hurdle Handicap of 50 sovs, about 2 miles. There were only two entries—Tommy Dodd and Magenta, and before the race the betting was very much in favor of the former. The result proved that this faith in Tommy Dodd was correct, as he took his hurdles in splendid style, while his opponent baulked several times until the race was hopelessly lost. Tommy Dodd's last jump near the Grand Stand was the best of all.	[926, 659, 1094, 776]
